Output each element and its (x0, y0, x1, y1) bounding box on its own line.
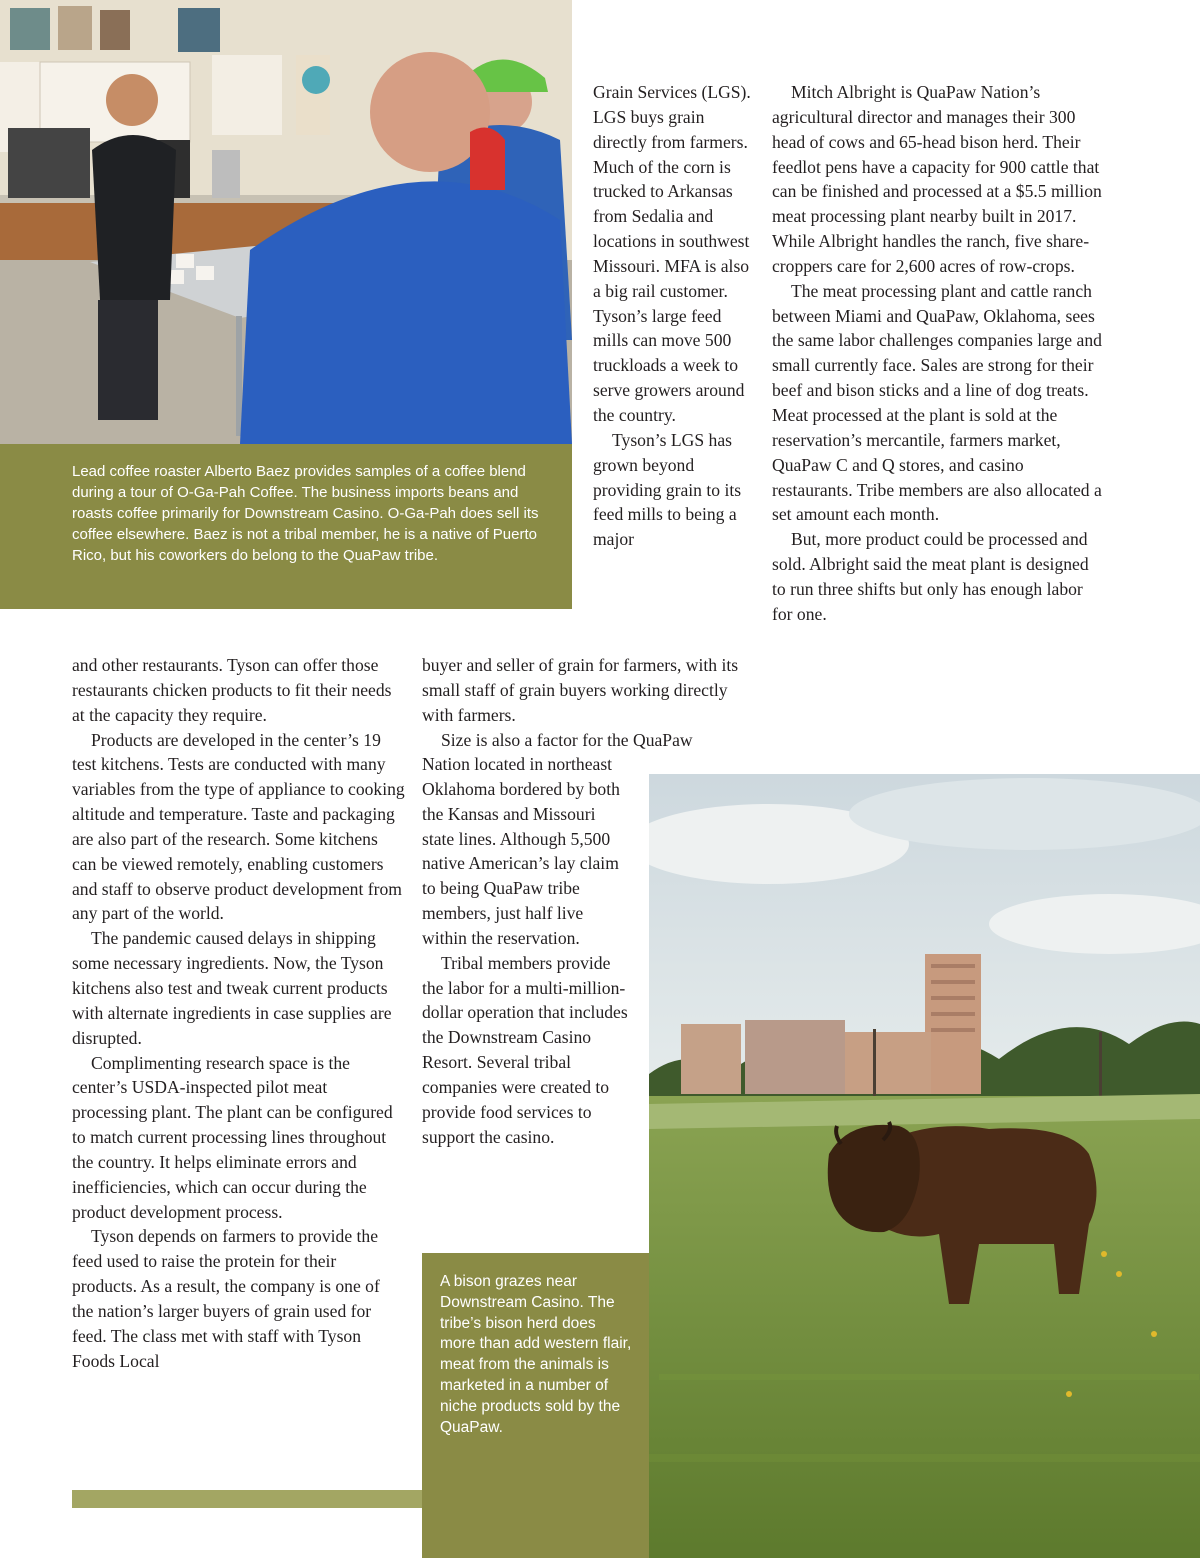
bison-photo-caption (422, 1253, 649, 1558)
article-column-2-top (593, 80, 753, 552)
col3-paragraph: Mitch Albright is QuaPaw Nation’s agricultural director and manages their 300 head of cows and 65-head bison herd. Their feedlot pens have a capacity for 900 cattle that can be finished and processed at a $5.5 million meat processing plant nearby built in 2017. While Albright handles the ranch, five share-croppers care for 2,600 acres of row-crops. (772, 82, 1102, 276)
col2-paragraph: Size is also a factor for the QuaPaw (441, 729, 693, 750)
article-column-1 (72, 653, 405, 1373)
coffee-photo-caption (0, 444, 572, 609)
bison-caption-text: A bison grazes near Downstream Casino. The tribe’s bison herd does more than add western flair, meat from the animals is marketed in a number of niche products sold by the QuaPaw. (440, 1273, 632, 1436)
col1-paragraph: and other restaurants. Tyson can offer those restaurants chicken products to fit their needs at the capacity they require. (72, 655, 392, 725)
col1-paragraph: Tyson depends on farmers to provide the feed used to raise the protein for their products. As a result, the company is one of the nation’s larger buyers of grain used for feed. The class met with staff with Tyson Foods Local (72, 1226, 380, 1371)
col1-paragraph: Complimenting research space is the center’s USDA-inspected pilot meat processing plant. The plant can be configured to match current processing lines throughout the country. It helps eliminate errors and inefficiencies, which can occur during the product development process. (72, 1052, 393, 1222)
article-column-2-bottom (422, 752, 632, 1150)
col1-paragraph: Products are developed in the center’s 19 test kitchens. Tests are conducted with many variables from the type of appliance to cooking altitude and temperature. Taste and packaging are also part of the research. Some kitchens can be viewed remotely, enabling customers and staff to observe product development from any part of the world. (72, 729, 405, 924)
footer-rule (72, 1490, 422, 1508)
col1-paragraph: The pandemic caused delays in shipping some necessary ingredients. Now, the Tyson kitchens also test and tweak current products with alternate ingredients in case supplies are disrupted. (72, 928, 392, 1048)
col2-paragraph: buyer and seller of grain for farmers, with its small staff of grain buyers working directly with farmers. (422, 655, 739, 725)
coffee-photo (0, 0, 572, 444)
bison-photo (649, 774, 1200, 1558)
col2-paragraph: Tyson’s LGS has grown beyond providing grain to its feed mills to being a major (593, 429, 742, 550)
col2-paragraph: Grain Services (LGS). LGS buys grain directly from farmers. Much of the corn is trucked to Arkansas from Sedalia and locations in southwest Missouri. MFA is also a big rail customer. Tyson’s large feed mills can move 500 truckloads a week to serve growers around the country. (593, 82, 751, 425)
col3-paragraph: The meat processing plant and cattle ranch between Miami and QuaPaw, Oklahoma, sees the same labor challenges companies large and small currently face. Sales are strong for their beef and bison sticks and a line of dog treats. Meat processed at the plant is sold at the reservation’s mercantile, farmers market, QuaPaw C and Q stores, and casino restaurants. Tribe members are also allocated a set amount each month. (772, 280, 1102, 525)
col2-paragraph: Nation located in northeast Oklahoma bordered by both the Kansas and Missouri state lines. Although 5,500 native American’s lay claim to being QuaPaw tribe members, just half live within the reservation. (422, 754, 620, 948)
col3-paragraph: But, more product could be processed and sold. Albright said the meat plant is designed to run three shifts but only has enough labor for one. (772, 529, 1089, 624)
coffee-caption-text: Lead coffee roaster Alberto Baez provides samples of a coffee blend during a tour of O-Ga-Pah Coffee. The business imports beans and roasts coffee primarily for Downstream Casino. O-Ga-Pah does sell its coffee elsewhere. Baez is not a tribal member, he is a native of Puerto Rico, but his coworkers do belong to the QuaPaw tribe. (72, 463, 539, 564)
col2-paragraph: Tribal members provide the labor for a multi-million-dollar operation that includes the Downstream Casino Resort. Several tribal companies were created to provide food services to support the casino. (422, 952, 628, 1147)
article-column-3 (772, 80, 1104, 627)
article-column-2-mid (422, 653, 744, 752)
